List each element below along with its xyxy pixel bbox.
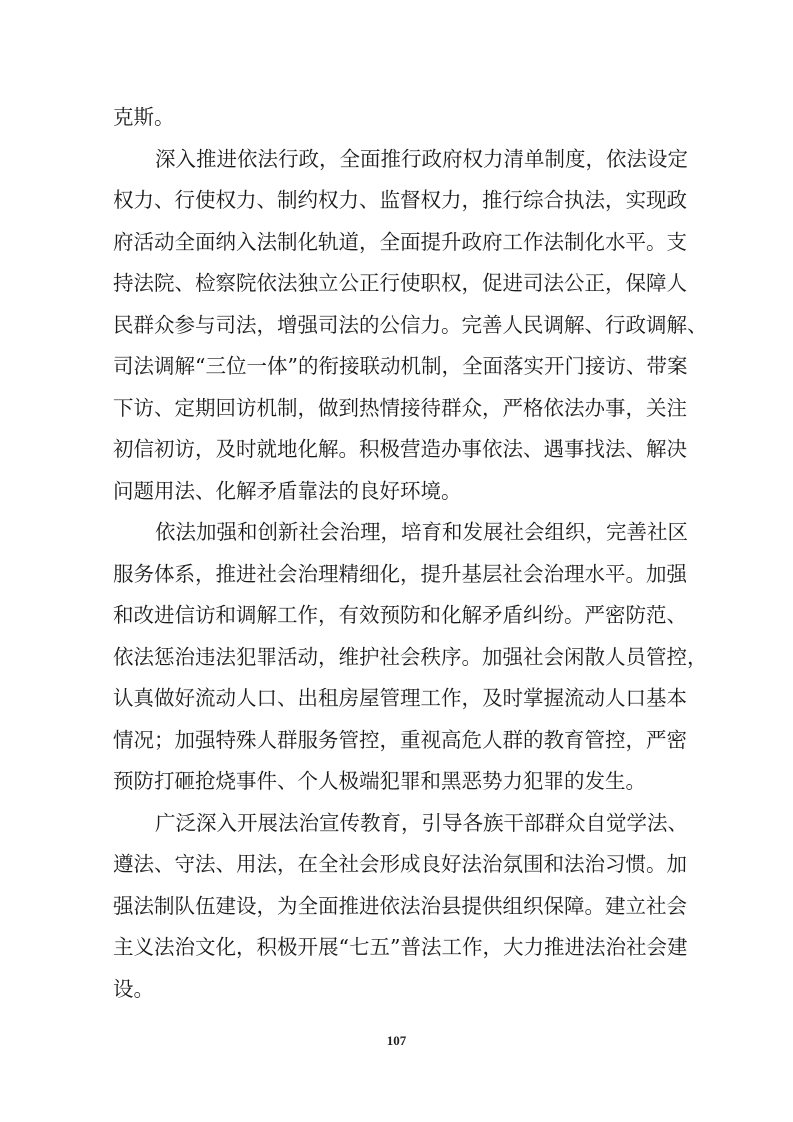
text-line: 持法院、检察院依法独立公正行使职权，促进司法公正，保障人: [113, 271, 687, 295]
text-line: 深入推进依法行政，全面推行政府权力清单制度，依法设定: [155, 146, 688, 171]
text-line: 服务体系，推进社会治理精细化，提升基层社会治理水平。加强: [113, 561, 687, 586]
text-line: 依法加强和创新社会治理，培育和发展社会组织，完善社区: [155, 520, 688, 544]
text-line: 认真做好流动人口、出租房屋管理工作，及时掌握流动人口基本: [113, 686, 687, 710]
text-line: 主义法治文化，积极开展“七五”普法工作，大力推进法治社会建: [113, 935, 688, 959]
text-line: 克斯。: [113, 105, 175, 129]
text-line: 和改进信访和调解工作，有效预防和化解矛盾纠纷。严密防范、: [113, 603, 687, 627]
text-line: 司法调解“三位一体”的衔接联动机制，全面落实开门接访、带案: [113, 354, 688, 378]
text-line: 强法制队伍建设，为全面推进依法治县提供组织保障。建立社会: [113, 893, 687, 918]
text-line: 情况；加强特殊人群服务管控，重视高危人群的教育管控，严密: [113, 727, 687, 752]
text-line: 权力、行使权力、制约权力、监督权力，推行综合执法，实现政: [113, 188, 687, 212]
text-line: 遵法、守法、用法，在全社会形成良好法治氛围和法治习惯。加: [113, 852, 687, 876]
text-line: 设。: [113, 976, 154, 1001]
text-line: 广泛深入开展法治宣传教育，引导各族干部群众自觉学法、: [155, 810, 688, 835]
text-line: 府活动全面纳入法制化轨道，全面提升政府工作法制化水平。支: [113, 229, 687, 254]
text-line: 依法惩治违法犯罪活动，维护社会秩序。加强社会闲散人员管控，: [113, 644, 708, 669]
text-line: 问题用法、化解矛盾靠法的良好环境。: [113, 478, 462, 503]
text-line: 民群众参与司法，增强司法的公信力。完善人民调解、行政调解、: [113, 312, 708, 337]
text-line: 预防打砸抢烧事件、个人极端犯罪和黑恶势力犯罪的发生。: [113, 769, 646, 793]
page-number: 107: [386, 1032, 407, 1048]
text-line: 初信初访，及时就地化解。积极营造办事依法、遇事找法、解决: [113, 437, 687, 461]
text-line: 下访、定期回访机制，做到热情接待群众，严格依法办事，关注: [113, 395, 687, 420]
